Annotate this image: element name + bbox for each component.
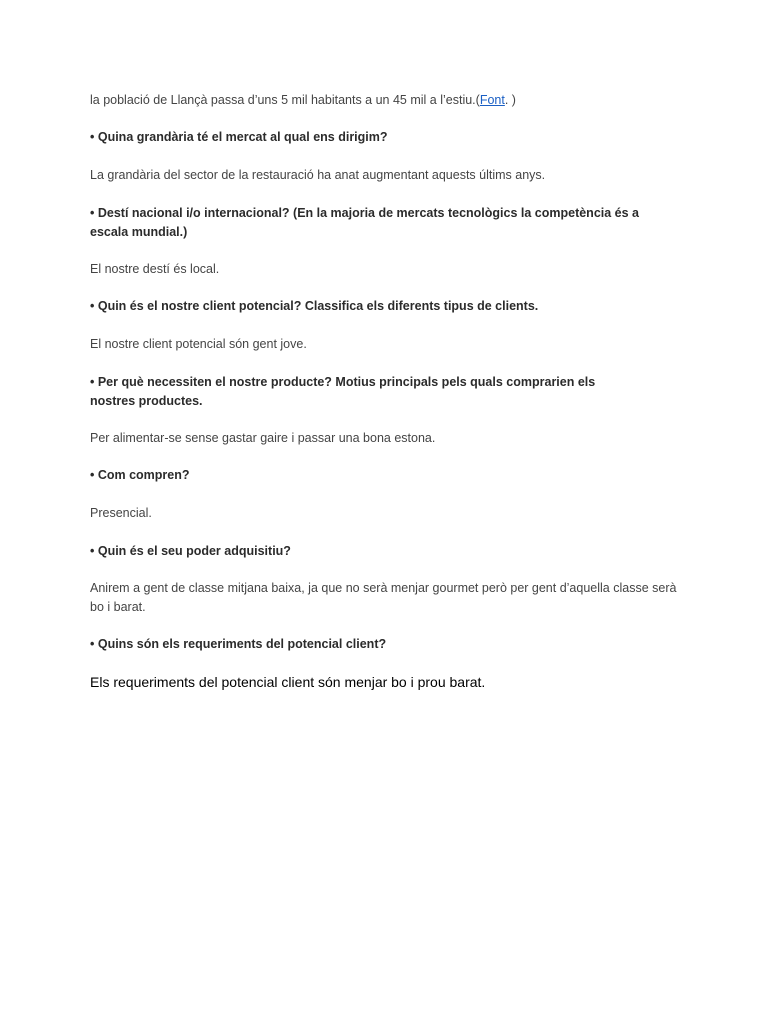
question-why-need-line2: nostres productes.	[90, 394, 203, 408]
font-link[interactable]: Font	[479, 93, 505, 107]
answer-how-buy: Presencial.	[90, 506, 152, 520]
answer-potential-client: El nostre client potencial són gent jove.	[90, 337, 307, 351]
answer-why-need: Per alimentar-se sense gastar gaire i passar una bona estona.	[90, 431, 436, 445]
question-why-need-line1: • Per què necessiten el nostre producte? Motius principals pels quals comprarien els	[90, 375, 596, 389]
question-why-need	[90, 373, 690, 411]
answer-destination: El nostre destí és local.	[90, 262, 220, 276]
answer-purchasing-power: Anirem a gent de classe mitjana baixa, ja que no serà menjar gourmet però per gent d’aquella classe serà bo i barat.	[90, 581, 677, 614]
intro-text: la població de Llançà passa d’uns 5 mil habitants a un 45 mil a l’estiu.(	[90, 93, 480, 107]
question-potential-client: • Quin és el nostre client potencial? Classifica els diferents tipus de clients.	[90, 299, 539, 313]
answer-market-size: La grandària del sector de la restauració ha anat augmentant aquests últims anys.	[90, 168, 546, 182]
answer-requirements: Els requeriments del potencial client són menjar bo i prou barat.	[90, 674, 486, 690]
intro-text-end: . )	[504, 93, 516, 107]
question-purchasing-power: • Quin és el seu poder adquisitiu?	[90, 544, 291, 558]
question-market-size: • Quina grandària té el mercat al qual ens dirigim?	[90, 130, 388, 144]
intro-paragraph	[90, 91, 690, 110]
question-how-buy: • Com compren?	[90, 468, 190, 482]
question-destination: • Destí nacional i/o internacional? (En la majoria de mercats tecnològics la competència és a escala mundial.)	[90, 206, 639, 239]
question-requirements: • Quins són els requeriments del potencial client?	[90, 637, 387, 651]
